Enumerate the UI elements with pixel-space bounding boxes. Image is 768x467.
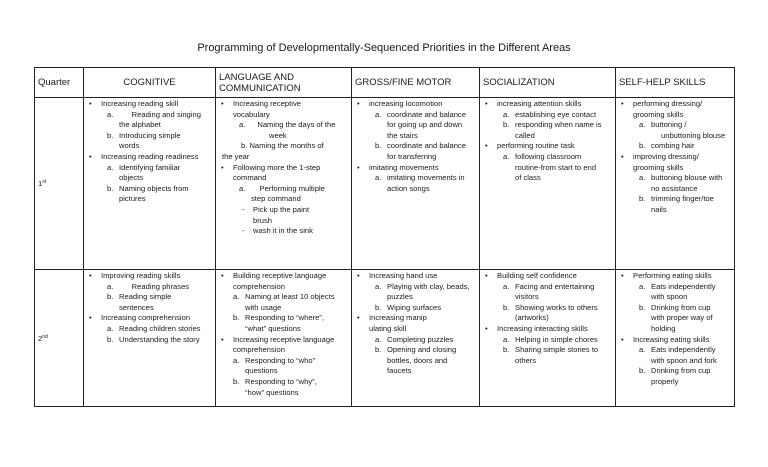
cell-text: bottles, doors and — [387, 355, 448, 365]
cell-text: Wiping surfaces — [387, 302, 442, 312]
cell-text: Increasing receptive — [233, 99, 301, 108]
cell-text: “what” questions — [245, 323, 301, 333]
cell-text: ulating skill — [369, 323, 407, 333]
cell-text: with spoon and fork — [651, 355, 717, 365]
cell-text: Increasing manip — [369, 313, 427, 323]
quarter-cell — [35, 98, 84, 270]
cell-text: Following more the 1-step — [233, 162, 321, 172]
cell-text: establishing eye contact — [515, 109, 597, 119]
gross-fine-motor-cell: • increasing locomotion a. coordinate and balance for going up and down the stairs b. coordinate and balance for transferring • imitating movements a. imitating movements in action songs — [352, 98, 480, 270]
cell-text: Identifying familiar — [119, 162, 181, 172]
cell-text: Naming objects from — [119, 183, 189, 193]
cell-text: objects — [119, 173, 144, 183]
cell-text: visitors — [515, 292, 539, 302]
self-help-cell: • Performing eating skills a. Eats independently with spoon b. Drinking from cup with proper way of holding • Increasing eating skills a. Eats independently with spoon and fork b. Drinking from cup properly — [616, 270, 735, 407]
header-language: LANGUAGE AND COMMUNICATION — [216, 68, 352, 98]
cell-text: Improving reading skills — [101, 271, 181, 280]
cell-text: command — [233, 173, 267, 183]
cell-text: Reading children stories — [119, 323, 201, 333]
cell-text: performing dressing/ — [633, 99, 703, 108]
cell-text: nails — [651, 204, 667, 214]
cell-text: Reading and singing — [131, 109, 201, 119]
cell-text: comprehension — [233, 345, 285, 355]
cell-text: Increasing reading skill — [101, 99, 179, 108]
cognitive-cell: • Improving reading skills a. Reading phrases b. Reading simple sentences • Increasing comprehension a. Reading children stories b. Understanding the story — [84, 270, 216, 407]
cell-text: coordinate and balance — [387, 109, 466, 119]
cell-text: vocabulary — [233, 109, 270, 119]
cell-text: brush — [253, 215, 272, 225]
cell-text: Completing puzzles — [387, 334, 454, 344]
cell-text: routine-from start to end — [515, 162, 597, 172]
cell-text: following classroom — [515, 151, 582, 161]
cell-text: trimming finger/toe — [651, 194, 714, 204]
cell-text: Opening and closing — [387, 345, 457, 355]
quarter-number: 1 — [38, 179, 43, 189]
cell-text: Responding to “where”, — [245, 313, 324, 323]
cell-text: imitating movements — [369, 162, 439, 172]
table-row — [35, 270, 735, 407]
header-row — [35, 68, 735, 98]
cell-text: the year — [222, 151, 250, 161]
cell-text: Responding to “who” — [245, 355, 316, 365]
cell-text: increasing locomotion — [369, 99, 443, 108]
cell-text: week — [269, 130, 287, 140]
cell-text: faucets — [387, 366, 412, 376]
cell-text: Performing eating skills — [633, 271, 712, 280]
header-self-help: SELF-HELP SKILLS — [616, 68, 735, 98]
cell-text: “how” questions — [245, 387, 299, 397]
cell-text: grooming skills — [633, 109, 684, 119]
cell-text: Reading phrases — [131, 281, 190, 291]
cell-text: the stairs — [387, 130, 418, 140]
cell-text: with usage — [245, 302, 282, 312]
quarter-suffix: nd — [42, 333, 48, 340]
self-help-cell: • performing dressing/ grooming skills a. buttoning / unbuttoning blouse b. combing hair • improving dressing/ grooming skills a. buttoning blouse with no assistance b. trimming finger/toe nails — [616, 98, 735, 270]
cell-text: for transferring — [387, 151, 437, 161]
cell-text: Showing works to others — [515, 302, 598, 312]
cell-text: combing hair — [651, 141, 695, 151]
cell-text: responding when name is — [515, 120, 602, 130]
cell-text: puzzles — [387, 292, 413, 302]
cell-text: coordinate and balance — [387, 141, 466, 151]
cell-text: Increasing eating skills — [633, 334, 710, 344]
cell-text: Responding to “why”, — [245, 376, 317, 386]
cell-text: Naming the days of the — [257, 120, 336, 130]
cell-text: buttoning blouse with — [651, 173, 723, 183]
cell-text: properly — [651, 376, 679, 386]
cell-text: questions — [245, 366, 278, 376]
cell-text: Building self confidence — [497, 271, 577, 280]
gross-fine-motor-cell: • Increasing hand use a. Playing with clay, beads, puzzles b. Wiping surfaces • Increasing manip ulating skill a. Completing puzzles b. Opening and closing bottles, doors and faucets — [352, 270, 480, 407]
cell-text: wash it in the sink — [253, 226, 313, 236]
cell-text: Eats independently — [651, 345, 716, 355]
header-quarter: Quarter — [35, 68, 84, 98]
cell-text: Building receptive language — [233, 271, 327, 280]
cell-text: comprehension — [233, 281, 285, 291]
cell-text: grooming skills — [633, 162, 684, 172]
cell-text: of class — [515, 173, 541, 183]
cell-text: with spoon — [651, 292, 688, 302]
cell-text: Pick up the paint — [253, 204, 310, 214]
header-cognitive: COGNITIVE — [84, 68, 216, 98]
cell-text: imitating movements in — [387, 173, 465, 183]
header-gross-fine-motor: GROSS/FINE MOTOR — [352, 68, 480, 98]
cell-text: Increasing hand use — [369, 271, 438, 280]
header-socialization: SOCIALIZATION — [480, 68, 616, 98]
language-cell: • Increasing receptive vocabulary a. Naming the days of the week b. Naming the months of the year • Following more the 1-step command a. Performing multiple step command - Pick up the paint brush - wash it in the sink — [216, 98, 352, 270]
cell-text: Drinking from cup — [651, 302, 711, 312]
cell-text: Playing with clay, beads, — [387, 281, 470, 291]
quarter-cell — [35, 270, 84, 407]
cell-text: increasing attention skills — [497, 99, 582, 108]
cell-text: Helping in simple chores — [515, 334, 598, 344]
cell-text: Increasing receptive language — [233, 334, 335, 344]
cell-text: step command — [251, 194, 301, 204]
cell-text: Naming at least 10 objects — [245, 292, 335, 302]
cell-text: the alphabet — [119, 120, 161, 130]
cell-text: others — [515, 355, 537, 365]
cell-text: sentences — [119, 302, 154, 312]
cell-text: (artworks) — [515, 313, 549, 323]
cell-text: words — [119, 141, 140, 151]
socialization-cell: • Building self confidence a. Facing and entertaining visitors b. Showing works to others (artworks) • Increasing interacting skills a. Helping in simple chores b. Sharing simple stories to others — [480, 270, 616, 407]
cell-text: improving dressing/ — [633, 151, 699, 161]
cell-text: b. Naming the months of — [241, 141, 324, 151]
cell-text: Introducing simple — [119, 130, 181, 140]
cell-text: Reading simple — [119, 292, 172, 302]
cell-text: Sharing simple stories to — [515, 345, 599, 355]
cell-text: Eats independently — [651, 281, 716, 291]
cell-text: buttoning / — [651, 120, 687, 130]
cell-text: holding — [651, 323, 676, 333]
cell-text: Drinking from cup — [651, 366, 711, 376]
table-row — [35, 98, 735, 270]
priorities-table — [34, 67, 735, 407]
cell-text: no assistance — [651, 183, 698, 193]
cell-text: Increasing interacting skills — [497, 323, 588, 333]
cognitive-cell: • Increasing reading skill a. Reading and singing the alphabet b. Introducing simple words • Increasing reading readiness a. Identifying familiar objects b. Naming objects from pictures — [84, 98, 216, 270]
document-title: Programming of Developmentally-Sequenced Priorities in the Different Areas — [197, 42, 571, 54]
cell-text: pictures — [119, 194, 146, 204]
quarter-number: 2 — [38, 333, 43, 343]
cell-text: called — [515, 130, 535, 140]
cell-text: Understanding the story — [119, 334, 200, 344]
cell-text: unbuttoning blouse — [661, 130, 726, 140]
language-cell: • Building receptive language comprehension a. Naming at least 10 objects with usage b. Responding to “where”, “what” questions • Increasing receptive language comprehension a. Responding to “who” questions b. Responding to “why”, “how” questions — [216, 270, 352, 407]
cell-text: action songs — [387, 183, 430, 193]
quarter-suffix: st — [42, 179, 47, 186]
cell-text: performing routine task — [497, 141, 575, 151]
cell-text: Performing multiple — [259, 183, 325, 193]
cell-text: Increasing comprehension — [101, 313, 191, 323]
cell-text: Facing and entertaining — [515, 281, 595, 291]
cell-text: Increasing reading readiness — [101, 151, 199, 161]
socialization-cell: • increasing attention skills a. establishing eye contact b. responding when name is called • performing routine task a. following classroom routine-from start to end of class — [480, 98, 616, 270]
cell-text: with proper way of — [651, 313, 713, 323]
cell-text: for going up and down — [387, 120, 463, 130]
